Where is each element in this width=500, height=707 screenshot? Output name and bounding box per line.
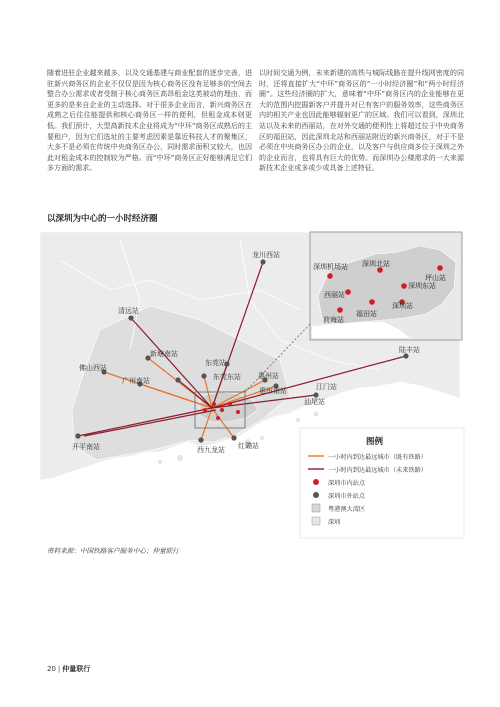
inset-label-xili: 西丽站 bbox=[324, 291, 345, 299]
label-huizhou: 惠州站 bbox=[258, 372, 279, 380]
legend-item-bay-area: 粤港澳大湾区 bbox=[328, 506, 366, 513]
station-dot-xijiulong bbox=[198, 437, 203, 442]
source-note: 资料来源：中国铁路客户服务中心；仲量联行 bbox=[47, 547, 179, 555]
label-xijiulong: 西九龙站 bbox=[197, 446, 225, 454]
shenzhen-inset-map bbox=[310, 232, 462, 340]
footer-separator: | bbox=[57, 665, 61, 673]
legend-item-outside-station: 深圳市外站点 bbox=[328, 493, 366, 500]
label-kaipingnan: 开平南站 bbox=[72, 443, 100, 451]
page-number: 20 bbox=[47, 665, 56, 673]
label-shanwei: 汕尾站 bbox=[304, 398, 325, 406]
inset-label-pingshan: 坪山站 bbox=[425, 274, 446, 282]
label-qingyuan: 清远站 bbox=[118, 307, 139, 315]
legend-item-future-rail: 一小时内到达最远城市（未来铁路） bbox=[328, 467, 427, 474]
label-dongguan: 东莞站 bbox=[205, 359, 226, 367]
label-dongguandong: 东莞东站 bbox=[213, 373, 241, 381]
station-dot-qingyuan bbox=[128, 315, 133, 320]
legend-item-shenzhen: 深圳 bbox=[328, 519, 341, 526]
station-dot-jiangmen bbox=[175, 377, 180, 382]
page-footer bbox=[47, 664, 90, 674]
label-lufeng: 陆丰站 bbox=[399, 346, 420, 354]
label-huizhounan: 惠州南站 bbox=[259, 387, 287, 395]
label-xintangnan: 新塘南站 bbox=[150, 350, 178, 358]
label-hongkan: 红磡站 bbox=[238, 442, 259, 450]
body-text-left-column: 随着进驻企业越来越多，以及交通基建与商业配套的逐步完善，进驻新兴商务区的企业不仅仅是因为核心商务区没有足够多的空间去整合办公需求或者受制于核心商务区高昂租金这类被动的理由，而更多的是来自企业的主动选择。对于很多企业而言，新兴商务区在成熟之后往往能提供和核心商务区一样的便利，但租金成本则更低。我们预计，大型高新技术企业将成为“中环”商务区成熟后的主要租户，因为它们选址的主要考虑因素是靠近科技人才的聚集区，大多不是必须在传统中央商务区办公，同时需求面积又较大，也因此对租金成本的控制较为严格。而“中环”商务区正好能够满足它们多方面的需求。 bbox=[47, 68, 252, 173]
map-title: 以深圳为中心的一小时经济圈 bbox=[47, 214, 158, 224]
station-dot-lufeng bbox=[403, 353, 408, 358]
inset-label-shenzhen: 深圳站 bbox=[392, 302, 413, 310]
economic-circle-map bbox=[0, 222, 500, 542]
inset-label-airport: 深圳机场站 bbox=[313, 263, 348, 271]
label-longchuan: 龙川西站 bbox=[252, 251, 280, 259]
station-dot-kaipingnan bbox=[75, 433, 80, 438]
legend-title: 图例 bbox=[366, 437, 384, 447]
label-guangzhounan: 广州南站 bbox=[122, 377, 150, 385]
station-dot-hongkan bbox=[231, 435, 236, 440]
legend-item-existing-rail: 一小时内到达最远城市（既有铁路） bbox=[328, 454, 427, 461]
station-dot-longchuan bbox=[260, 259, 265, 264]
inset-label-futian: 福田站 bbox=[356, 310, 377, 318]
footer-brand: 仲量联行 bbox=[62, 665, 91, 673]
legend-item-inside-station: 深圳市内站点 bbox=[328, 480, 366, 487]
map-legend bbox=[300, 428, 464, 538]
inset-label-qianhai: 前海站 bbox=[323, 316, 344, 324]
inset-label-shenzhenbei: 深圳北站 bbox=[362, 260, 390, 268]
station-dot-shanwei bbox=[313, 392, 318, 397]
station-dot-dongguan bbox=[201, 373, 206, 378]
body-text-right-column: 以时间交通为例，未来新建的高铁与城际线路在提升线网密度的同时，还将直接扩大“中环”商务区的“一小时经济圈”和“两小时经济圈”。这些经济圈的扩大，意味着“中环”商务区内的企业能够在更大的范围内挖掘新客户并提升对已有客户的服务效率，这些商务区内的相关产业也因此能够辐射更广的区域。我们可以看到，深圳北站以及未来的西丽站，在对外交通的便利性上将超过位于中央商务区的福田站，因此深圳北站和西丽站附近的新兴商务区，对于不是必须在中央商务区办公的企业，以及客户与供应商多位于深圳之外的企业而言，也将具有巨大的优势。而深圳办公楼需求的一大来源新技术企业或多或少或具备上述特征。 bbox=[259, 68, 464, 173]
label-foshanxi: 佛山西站 bbox=[79, 364, 107, 372]
label-jiangmen: 江门站 bbox=[316, 383, 337, 391]
inset-label-shenzhendong: 深圳东站 bbox=[408, 282, 436, 290]
